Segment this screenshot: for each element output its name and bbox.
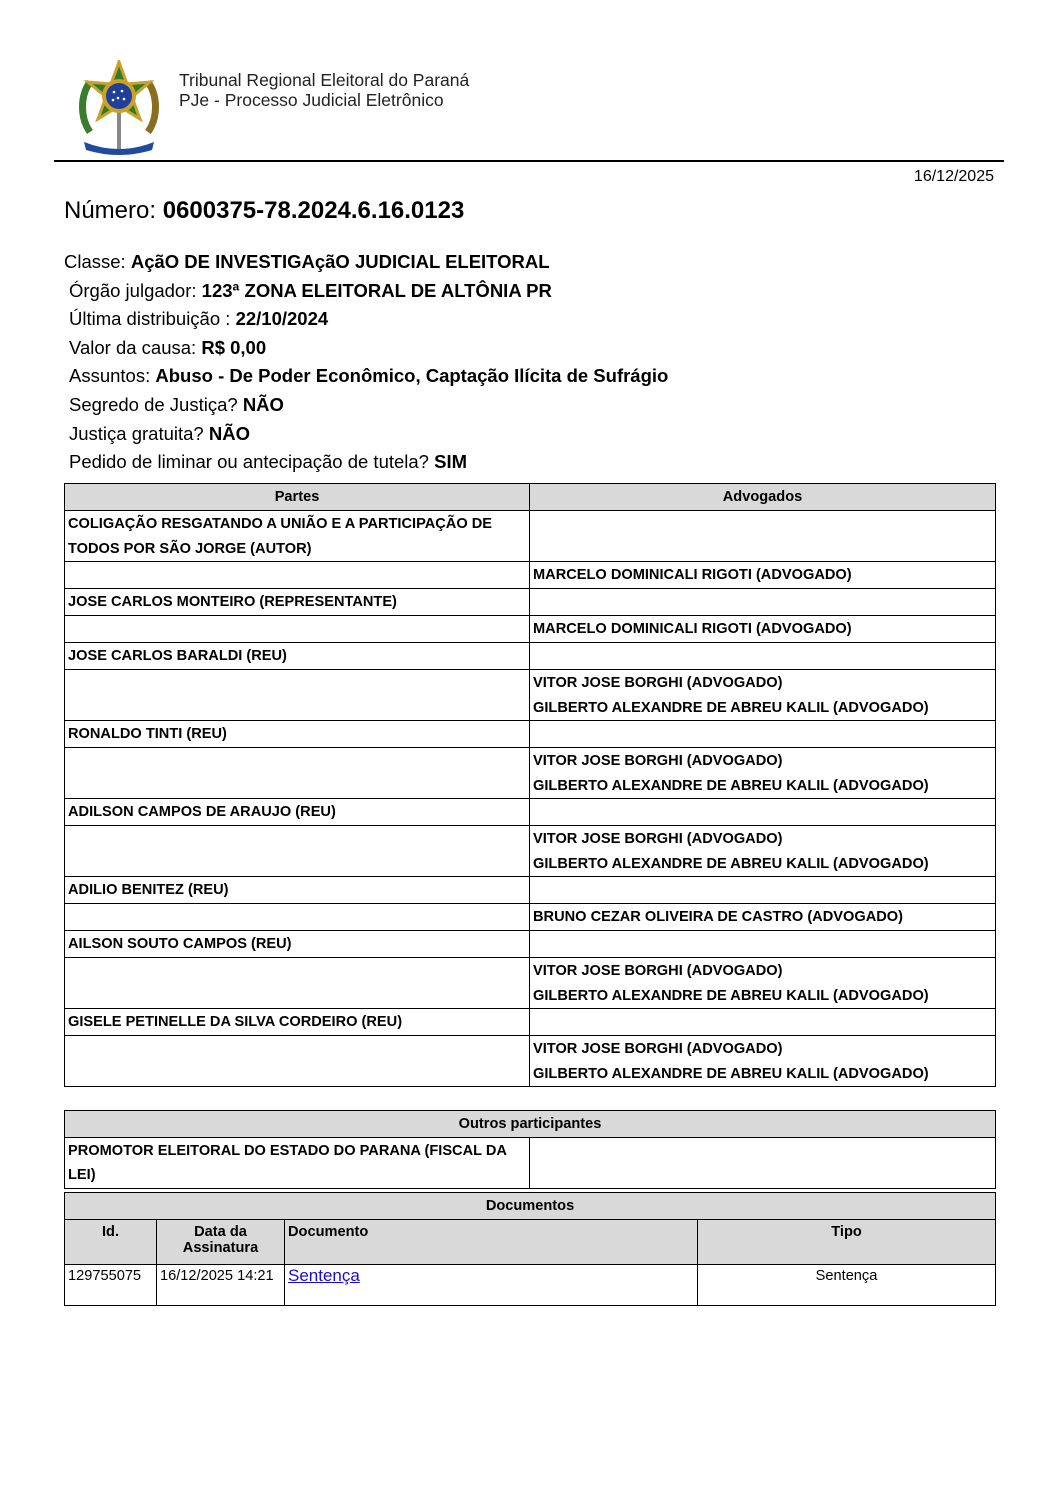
header-text (179, 70, 469, 110)
parte-cell: ADILSON CAMPOS DE ARAUJO (REU) (65, 799, 530, 826)
process-metadata (64, 248, 668, 477)
parte-cell: JOSE CARLOS BARALDI (REU) (65, 643, 530, 670)
parte-cell (65, 958, 530, 1009)
advogado-name: GILBERTO ALEXANDRE DE ABREU KALIL (ADVOGADO) (533, 699, 929, 716)
documentos-columns-row (65, 1220, 996, 1265)
table-row (65, 904, 996, 931)
parte-cell (65, 904, 530, 931)
document-link[interactable]: Sentença (288, 1266, 360, 1285)
col-documento: Documento (285, 1220, 698, 1265)
advogados-cell (530, 1036, 996, 1087)
parte-cell (65, 748, 530, 799)
advogado-name: GILBERTO ALEXANDRE DE ABREU KALIL (ADVOGADO) (533, 987, 929, 1004)
process-number-value: 0600375-78.2024.6.16.0123 (162, 197, 465, 224)
court-name: Tribunal Regional Eleitoral do Paraná (179, 70, 470, 90)
advogados-cell (530, 670, 996, 721)
table-row (65, 616, 996, 643)
advogado-name: MARCELO DOMINICALI RIGOTI (ADVOGADO) (533, 567, 852, 583)
advogados-cell (530, 958, 996, 1009)
advogados-cell (530, 877, 996, 904)
advogados-cell (530, 511, 996, 562)
parte-cell: RONALDO TINTI (REU) (65, 721, 530, 748)
table-row (65, 799, 996, 826)
table-row (65, 748, 996, 799)
table-row (65, 826, 996, 877)
doc-id-cell: 129755075 (65, 1265, 157, 1306)
outros-advogado-cell (530, 1138, 996, 1189)
outros-participantes-table (64, 1110, 996, 1189)
documentos-header: Documentos (65, 1193, 996, 1220)
parte-cell: GISELE PETINELLE DA SILVA CORDEIRO (REU) (65, 1009, 530, 1036)
table-row (65, 958, 996, 1009)
advogados-cell (530, 904, 996, 931)
meta-justica-gratuita: Justiça gratuita? NÃO (69, 422, 250, 444)
advogados-cell (530, 643, 996, 670)
doc-link-cell (285, 1265, 698, 1306)
table-row (65, 1138, 996, 1189)
table-row (65, 643, 996, 670)
col-id: Id. (65, 1220, 157, 1265)
meta-orgao-julgador: Órgão julgador: 123ª ZONA ELEITORAL DE ALTÔNIA PR (69, 279, 552, 301)
table-row (65, 511, 996, 562)
meta-pedido-liminar: Pedido de liminar ou antecipação de tutela? SIM (69, 451, 468, 473)
system-name: PJe - Processo Judicial Eletrônico (179, 90, 444, 110)
advogado-name: MARCELO DOMINICALI RIGOTI (ADVOGADO) (533, 621, 852, 637)
advogado-name: VITOR JOSE BORGHI (ADVOGADO) (533, 1041, 783, 1057)
advogado-name: VITOR JOSE BORGHI (ADVOGADO) (533, 675, 783, 691)
advogados-cell (530, 799, 996, 826)
doc-tipo-cell: Sentença (698, 1265, 996, 1306)
parte-cell: COLIGAÇÃO RESGATANDO A UNIÃO E A PARTICIPAÇÃO DE TODOS POR SÃO JORGE (AUTOR) (65, 511, 530, 562)
brazil-coat-of-arms-icon (76, 60, 162, 156)
page-header (54, 58, 1004, 162)
table-row (65, 670, 996, 721)
documentos-header-row (65, 1193, 996, 1220)
advogados-cell (530, 616, 996, 643)
meta-assuntos: Assuntos: Abuso - De Poder Econômico, Captação Ilícita de Sufrágio (69, 365, 669, 387)
partes-col-header: Partes (65, 484, 530, 511)
advogados-cell (530, 826, 996, 877)
table-row (65, 1009, 996, 1036)
parte-cell: JOSE CARLOS MONTEIRO (REPRESENTANTE) (65, 589, 530, 616)
parte-cell (65, 826, 530, 877)
parte-cell (65, 1036, 530, 1087)
col-data-assinatura: Data da Assinatura (157, 1220, 285, 1265)
advogados-col-header: Advogados (530, 484, 996, 511)
partes-table-body (65, 511, 996, 1087)
partes-header-row (65, 484, 996, 511)
parte-cell (65, 562, 530, 589)
advogado-name: VITOR JOSE BORGHI (ADVOGADO) (533, 963, 783, 979)
advogado-name: GILBERTO ALEXANDRE DE ABREU KALIL (ADVOGADO) (533, 777, 929, 794)
process-number (64, 197, 464, 225)
table-row (65, 931, 996, 958)
outros-parte-cell: PROMOTOR ELEITORAL DO ESTADO DO PARANA (FISCAL DA LEI) (65, 1138, 530, 1189)
table-row (65, 721, 996, 748)
print-date: 16/12/2025 (913, 168, 994, 185)
advogados-cell (530, 931, 996, 958)
table-row (65, 562, 996, 589)
advogados-cell (530, 748, 996, 799)
parte-cell: ADILIO BENITEZ (REU) (65, 877, 530, 904)
advogado-name: GILBERTO ALEXANDRE DE ABREU KALIL (ADVOGADO) (533, 1065, 929, 1082)
meta-classe: Classe: AçãO DE INVESTIGAçãO JUDICIAL ELEITORAL (64, 251, 550, 272)
table-row (65, 1265, 996, 1306)
table-row (65, 1036, 996, 1087)
parte-cell (65, 670, 530, 721)
advogado-name: BRUNO CEZAR OLIVEIRA DE CASTRO (ADVOGADO) (533, 909, 903, 925)
advogados-cell (530, 721, 996, 748)
table-row (65, 877, 996, 904)
advogado-name: GILBERTO ALEXANDRE DE ABREU KALIL (ADVOGADO) (533, 855, 929, 872)
advogados-cell (530, 562, 996, 589)
doc-date-cell: 16/12/2025 14:21 (157, 1265, 285, 1306)
meta-valor-causa: Valor da causa: R$ 0,00 (69, 336, 267, 358)
process-number-label: Número: (64, 197, 157, 224)
outros-header-row (65, 1111, 996, 1138)
outros-header: Outros participantes (65, 1111, 996, 1138)
advogado-name: VITOR JOSE BORGHI (ADVOGADO) (533, 831, 783, 847)
advogados-cell (530, 589, 996, 616)
meta-ultima-distribuicao: Última distribuição : 22/10/2024 (69, 308, 329, 330)
documentos-table (64, 1192, 996, 1306)
advogados-cell (530, 1009, 996, 1036)
partes-table (64, 483, 996, 1087)
advogado-name: VITOR JOSE BORGHI (ADVOGADO) (533, 753, 783, 769)
meta-segredo-justica: Segredo de Justiça? NÃO (69, 393, 284, 415)
col-tipo: Tipo (698, 1220, 996, 1265)
parte-cell (65, 616, 530, 643)
parte-cell: AILSON SOUTO CAMPOS (REU) (65, 931, 530, 958)
table-row (65, 589, 996, 616)
